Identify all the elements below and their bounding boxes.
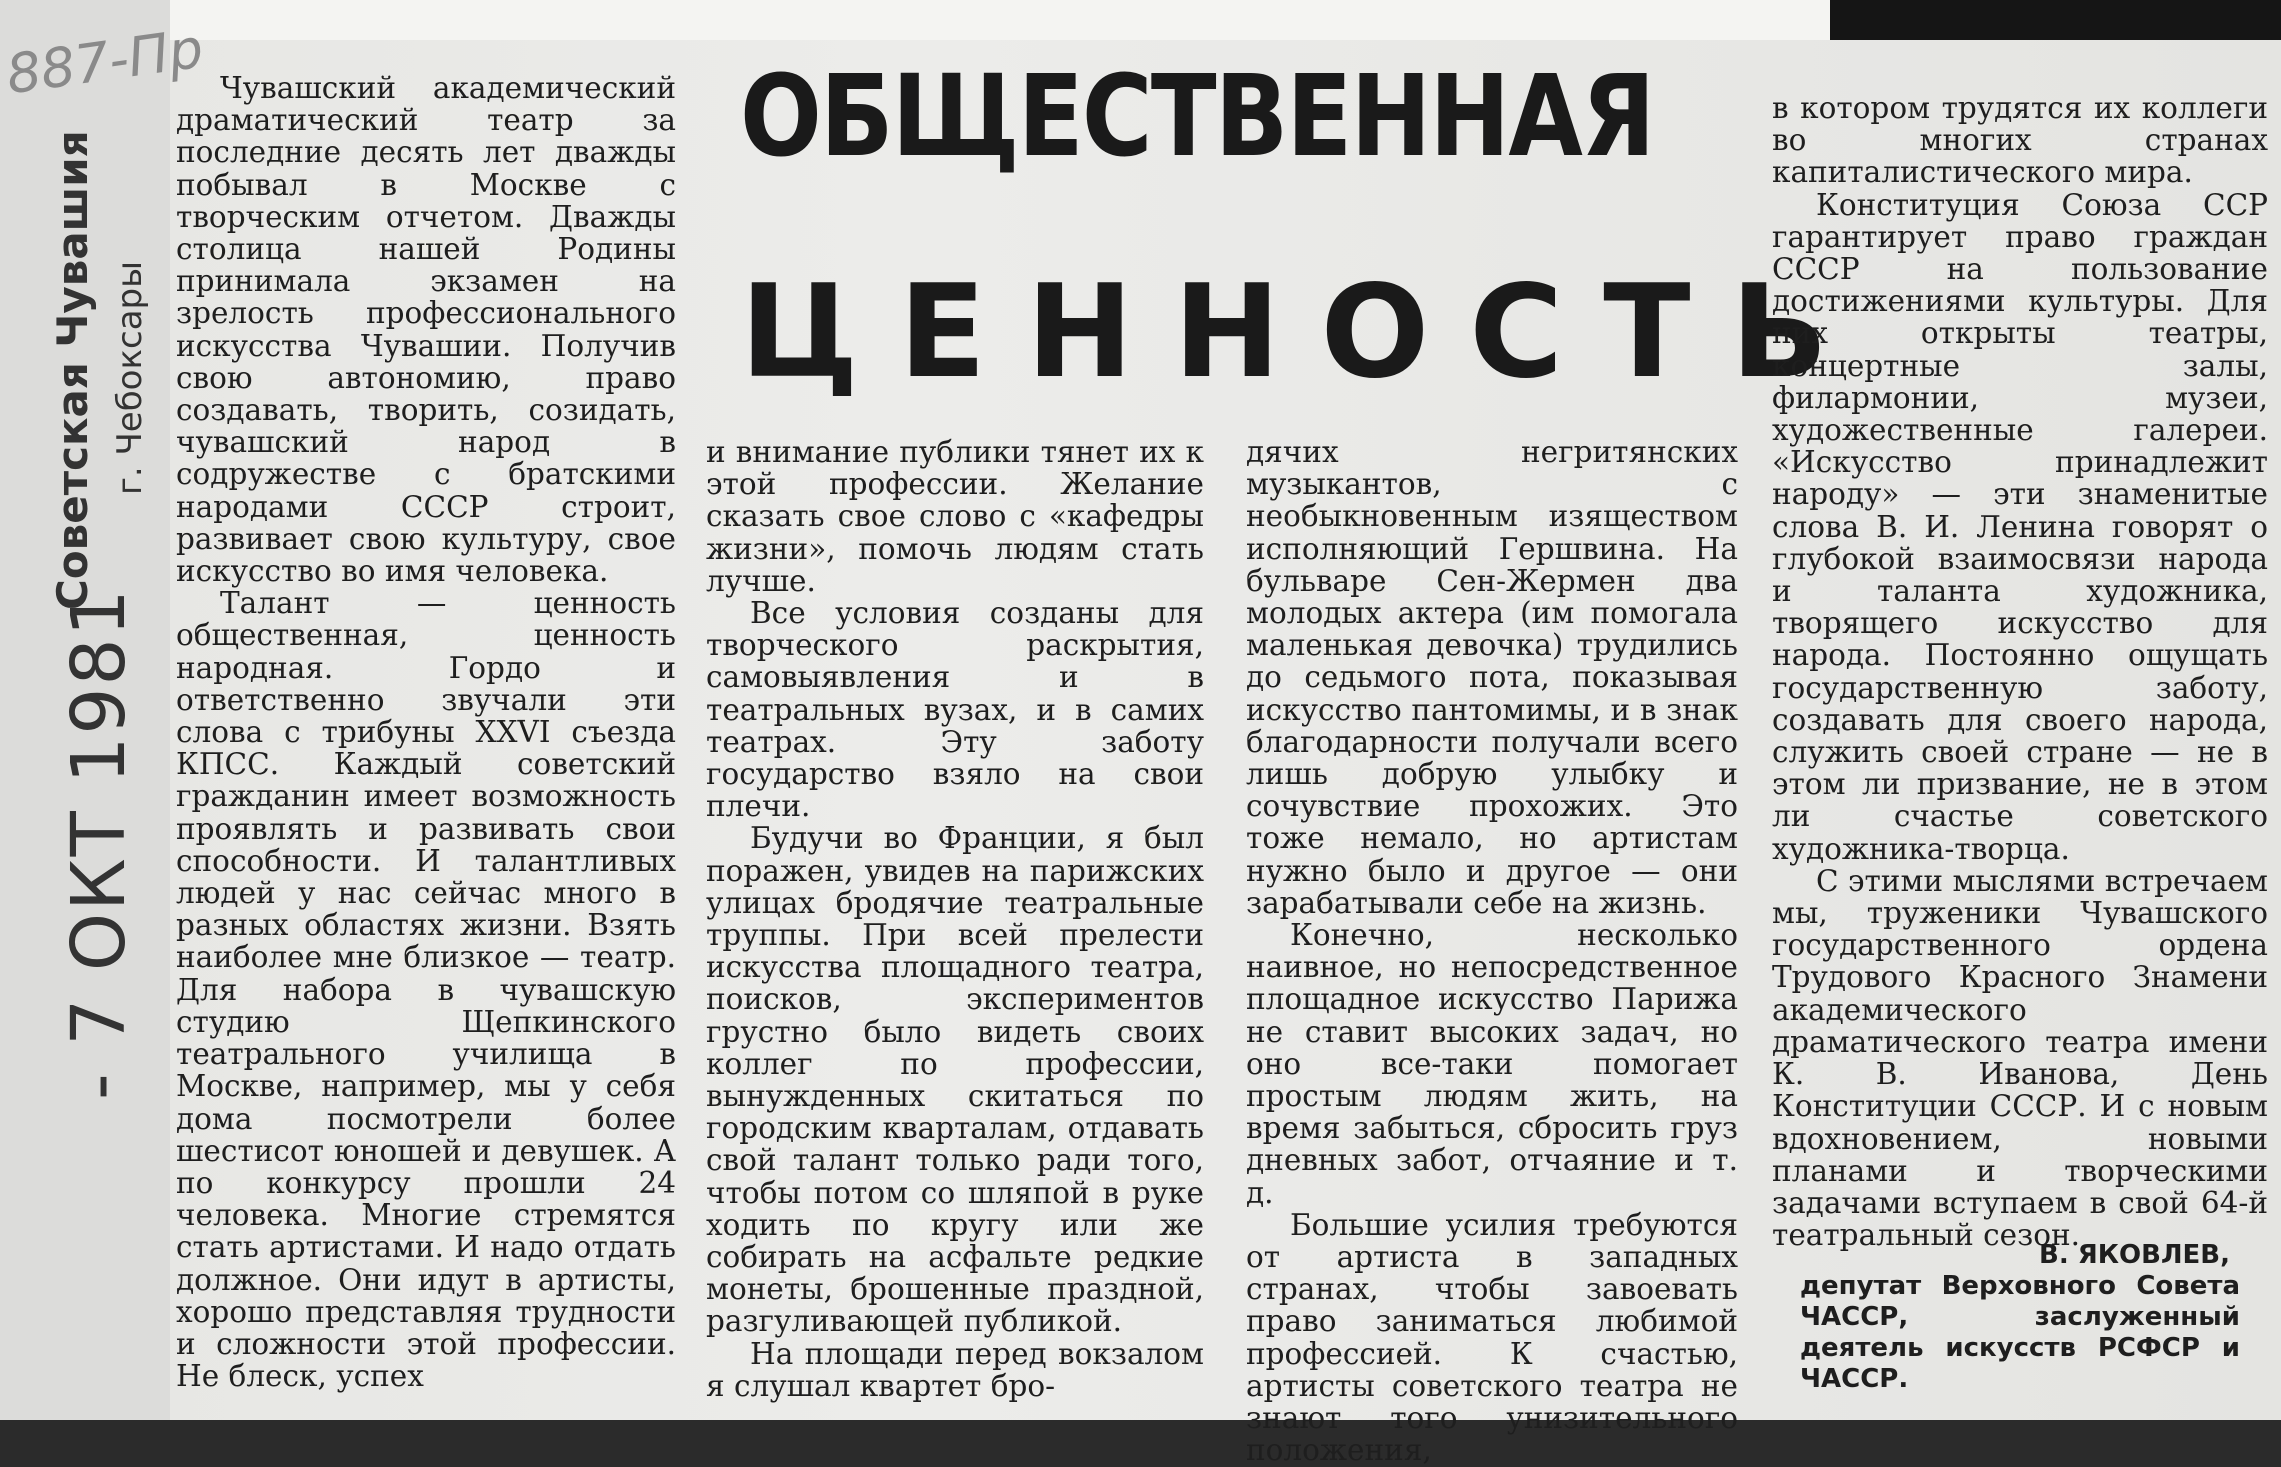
paragraph: Конечно, несколько наивное, но непосредственное площадное искусство Парижа не ставит высоких задач, но оно все-таки помогает простым людям жить, на время забыться, сбросить груз дневных забот, отчаяние и т. д. — [1246, 918, 1738, 1210]
headline-block — [740, 52, 1740, 182]
pencil-mark: 887-Пр — [2, 16, 207, 107]
headline-line-1: ОБЩЕСТВЕННАЯ — [740, 52, 1654, 182]
paragraph: и внимание публики тянет их к этой профессии. Желание сказать свое слово с «кафедры жизни», помочь людям стать лучше. — [706, 435, 1204, 598]
article-column-3 — [1246, 436, 1738, 1467]
paragraph: дячих негритянских музыкантов, с необыкновенным изяществом исполняющий Гершвина. На бульваре Сен-Жермен два молодых актера (им помогала маленькая девочка) трудились до седьмого пота, показывая искусство пантомимы, и в знак благодарности получали всего лишь добрую улыбку и сочувствие прохожих. Это тоже немало, но артистам нужно было и другое — они зарабатывали себе на жизнь. — [1246, 435, 1738, 920]
author-description: депутат Верховного Совета ЧАССР, заслуженный деятель искусств РСФСР и ЧАССР. — [1800, 1271, 2240, 1394]
paragraph: Конституция Союза ССР гарантирует право граждан СССР на пользование достижениями культуры. Для них открыты театры, концертные залы, филармонии, музеи, художественные галереи. «Искусство принадлежит народу» — эти знаменитые слова В. И. Ленина говорят о глубокой взаимосвязи народа и таланта художника, творящего искусство для народа. Постоянно ощущать государственную заботу, создавать для своего народа, служить своей стране — не в этом ли призвание, не в этом ли счастье советского художника-творца. — [1772, 187, 2268, 866]
date-stamp: - 7 ОКТ 1981 — [56, 587, 142, 1100]
paragraph: Талант — ценность общественная, ценность народная. Гордо и ответственно звучали эти слова с трибуны XXVI съезда КПСС. Каждый советский гражданин имеет возможность проявлять и развивать свои способности. И талантливых людей у нас сейчас много в разных областях жизни. Взять наиболее мне близкое — театр. Для набора в чувашскую студию Щепкинского театрального училища в Москве, например, мы у себя дома посмотрели более шестисот юношей и девушек. А по конкурсу прошли 24 человека. Многие стремятся стать артистами. И надо отдать должное. Они идут в артисты, хорошо представляя трудности и сложности этой профессии. Не блеск, успех — [176, 586, 676, 1394]
newspaper-name-stamp: Советская Чувашия — [48, 130, 97, 610]
headline-line-2: ЦЕННОСТЬ — [740, 258, 1869, 407]
city-stamp: г. Чебоксары — [110, 261, 150, 495]
paragraph: Все условия созданы для творческого раскрытия, самовыявления и в театральных вузах, и в самих театрах. Эту заботу государство взяло на свои плечи. — [706, 596, 1204, 824]
paragraph: Большие усилия требуются от артиста в западных странах, чтобы завоевать право заниматься любимой профессией. К счастью, артисты советского театра не знают того унизительного положения, — [1246, 1207, 1738, 1467]
paragraph: Чувашский академический драматический театр за последние десять лет дважды побывал в Москве с творческим отчетом. Дважды столица нашей Родины принимала экзамен на зрелость профессионального искусства Чувашии. Получив свою автономию, право создавать, творить, созидать, чувашский народ в содружестве с братскими народами СССР строит, развивает свою культуру, свое искусство во имя человека. — [176, 71, 676, 589]
article-column-1 — [176, 72, 676, 1392]
paragraph: С этими мыслями встречаем мы, труженики Чувашского государственного ордена Трудового Красного Знамени академического драматического театра имени К. В. Иванова, День Конституции СССР. И с новым вдохновением, новыми планами и творческими задачами вступаем в свой 64-й театральный сезон. — [1772, 863, 2269, 1253]
article-column-2 — [706, 436, 1204, 1402]
author-signature — [1800, 1240, 2240, 1395]
paragraph: в котором трудятся их коллеги во многих странах капиталистического мира. — [1772, 91, 2268, 190]
author-name: В. ЯКОВЛЕВ, — [2039, 1240, 2230, 1270]
paragraph: На площади перед вокзалом я слушал квартет бро- — [706, 1336, 1204, 1403]
article-column-4 — [1772, 92, 2268, 1251]
paragraph: Будучи во Франции, я был поражен, увидев на парижских улицах бродячие театральные труппы. При всей прелести искусства площадного театра, поисков, экспериментов грустно было видеть своих коллег по профессии, вынужденных скитаться по городским кварталам, отдавать свой талант только ради того, чтобы потом со шляпой в руке ходить по кругу или же собирать на асфальте редкие монеты, брошенные праздной, разгуливающей публикой. — [706, 821, 1204, 1339]
